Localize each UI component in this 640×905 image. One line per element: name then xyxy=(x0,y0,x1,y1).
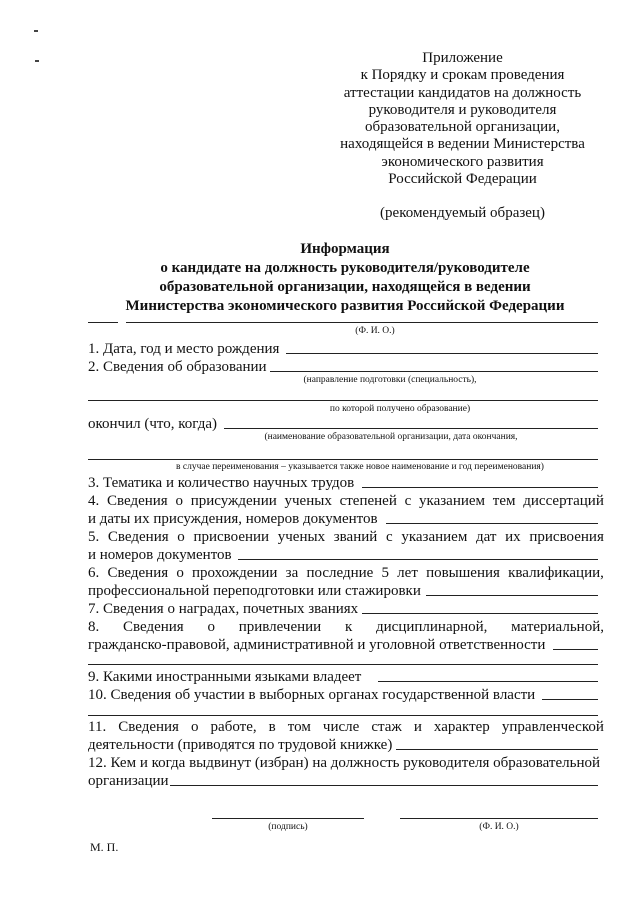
work-field-line[interactable] xyxy=(396,749,598,750)
finished-field-line-2[interactable] xyxy=(88,459,598,460)
appendix-line: находящейся в ведении Министерства xyxy=(340,136,585,153)
title-line: Министерства экономического развития Российской Федерации xyxy=(125,298,565,314)
fio-caption: (Ф. И. О.) xyxy=(355,326,395,336)
item-4-label: 4. Сведения о присуждении ученых степеней с указанием тем диссертаций xyxy=(88,493,604,509)
title-line: о кандидате на должность руководителя/руководителе xyxy=(160,260,530,276)
title-line: образовательной организации, находящейся в ведении xyxy=(159,279,531,295)
education-received-caption: по которой получено образование) xyxy=(329,404,471,414)
education-field-line-2[interactable] xyxy=(88,400,598,401)
appendix-line: руководителя и руководителя xyxy=(368,101,557,118)
item-3-label: 3. Тематика и количество научных трудов xyxy=(88,475,355,491)
item-12-label-2: организации xyxy=(88,773,169,789)
org-name-caption: (наименование образовательной организации, дата окончания, xyxy=(264,432,518,442)
item-2-label: 2. Сведения об образовании xyxy=(88,359,267,375)
item-6-label-2: профессиональной переподготовки или стажировки xyxy=(88,583,421,599)
appendix-line: экономического развития xyxy=(381,153,544,170)
signature-field-line[interactable] xyxy=(212,818,364,819)
recommended-sample: (рекомендуемый образец) xyxy=(380,205,545,221)
signature-caption: (подпись) xyxy=(268,822,308,832)
birth-field-line[interactable] xyxy=(286,353,598,354)
appendix-line: к Порядку и срокам проведения xyxy=(360,67,565,84)
appendix-line: Приложение xyxy=(422,50,503,66)
stamp-place-label: М. П. xyxy=(90,840,119,854)
item-4-label-2: и даты их присуждения, номеров документов xyxy=(88,511,378,527)
direction-caption: (направление подготовки (специальность), xyxy=(303,375,477,385)
elected-field-line[interactable] xyxy=(542,699,598,700)
titles-field-line[interactable] xyxy=(238,559,598,560)
finished-label: окончил (что, когда) xyxy=(88,416,217,432)
degrees-field-line[interactable] xyxy=(386,523,598,524)
appendix-line: аттестации кандидатов на должность xyxy=(343,84,582,101)
document-title xyxy=(80,240,610,316)
appendix-line: образовательной организации, xyxy=(365,119,560,136)
item-1-label: 1. Дата, год и место рождения xyxy=(88,341,280,357)
item-11-label-2: деятельности (приводятся по трудовой книжке) xyxy=(88,737,393,753)
item-6-label: 6. Сведения о прохождении за последние 5 лет повышения квалификации, xyxy=(88,565,604,581)
elected-field-line-2[interactable] xyxy=(88,715,598,716)
item-11-label: 11. Сведения о работе, в том числе стаж и характер управленческой xyxy=(88,719,604,735)
works-field-line[interactable] xyxy=(362,487,598,488)
liability-field-line-2[interactable] xyxy=(88,664,598,665)
appendix-header xyxy=(330,50,595,188)
rename-caption: в случае переименования – указывается также новое наименование и год переименования) xyxy=(176,462,544,472)
appendix-line: Российской Федерации xyxy=(388,171,537,188)
item-7-label: 7. Сведения о наградах, почетных званиях xyxy=(88,601,359,617)
fio-signature-caption: (Ф. И. О.) xyxy=(479,822,519,832)
education-field-line[interactable] xyxy=(270,371,598,372)
awards-field-line[interactable] xyxy=(362,613,598,614)
item-12-label: 12. Кем и когда выдвинут (избран) на должность руководителя образовательной xyxy=(88,755,601,771)
fio-signature-field-line[interactable] xyxy=(400,818,598,819)
languages-field-line[interactable] xyxy=(378,681,598,682)
item-10-label: 10. Сведения об участии в выборных органах государственной власти xyxy=(88,687,536,703)
scan-mark xyxy=(34,30,38,32)
scan-mark xyxy=(35,60,39,62)
liability-field-line[interactable] xyxy=(553,649,598,650)
training-field-line[interactable] xyxy=(426,595,598,596)
finished-field-line[interactable] xyxy=(224,428,598,429)
item-5-label: 5. Сведения о присвоении ученых званий с указанием дат их присвоения xyxy=(88,529,604,545)
title-line: Информация xyxy=(300,241,390,257)
item-8-label-2: гражданско-правовой, административной и уголовной ответственности xyxy=(88,637,546,653)
item-8-label: 8. Сведения о привлечении к дисциплинарной, материальной, xyxy=(88,619,604,635)
item-9-label: 9. Какими иностранными языками владеет xyxy=(88,669,362,685)
nomination-field-line[interactable] xyxy=(170,785,598,786)
fio-field-line[interactable] xyxy=(88,322,118,323)
item-5-label-2: и номеров документов xyxy=(88,547,232,563)
fio-field-line[interactable] xyxy=(126,322,598,323)
